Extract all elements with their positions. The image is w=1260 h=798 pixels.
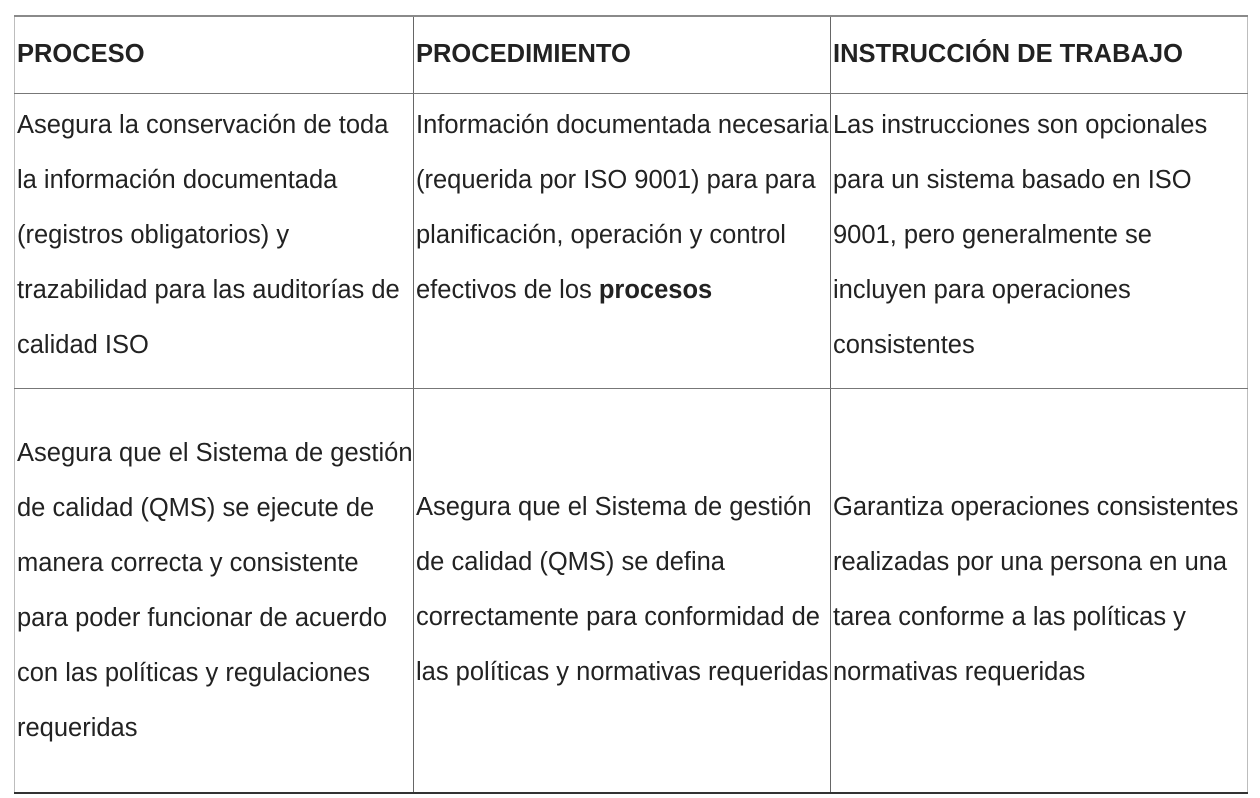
header-proceso: PROCESO <box>15 16 414 93</box>
header-instruccion: INSTRUCCIÓN DE TRABAJO <box>831 16 1248 93</box>
cell-proceso-1: Asegura la conservación de toda la información documentada (registros obligatorios) y trazabilidad para las auditorías de calidad ISO <box>15 93 414 388</box>
comparison-table <box>14 15 1248 794</box>
table-row <box>15 93 1248 388</box>
header-procedimiento: PROCEDIMIENTO <box>414 16 831 93</box>
cell-proceso-2: Asegura que el Sistema de gestión de calidad (QMS) se ejecute de manera correcta y consistente para poder funcionar de acuerdo con las políticas y regulaciones requeridas <box>15 388 414 793</box>
cell-instruccion-2: Garantiza operaciones consistentes realizadas por una persona en una tarea conforme a las políticas y normativas requeridas <box>831 388 1248 793</box>
cell-instruccion-1: Las instrucciones son opcionales para un sistema basado en ISO 9001, pero generalmente se incluyen para operaciones consistentes <box>831 93 1248 388</box>
cell-procedimiento-1 <box>414 93 831 388</box>
cell-procedimiento-1-text: Información documentada necesaria (requerida por ISO 9001) para para planificación, operación y control efectivos de los <box>416 110 829 304</box>
table-row <box>15 388 1248 793</box>
cell-procedimiento-2: Asegura que el Sistema de gestión de calidad (QMS) se defina correctamente para conformidad de las políticas y normativas requeridas <box>414 388 831 793</box>
table-header-row <box>15 16 1248 93</box>
cell-procedimiento-1-bold: procesos <box>598 275 713 304</box>
